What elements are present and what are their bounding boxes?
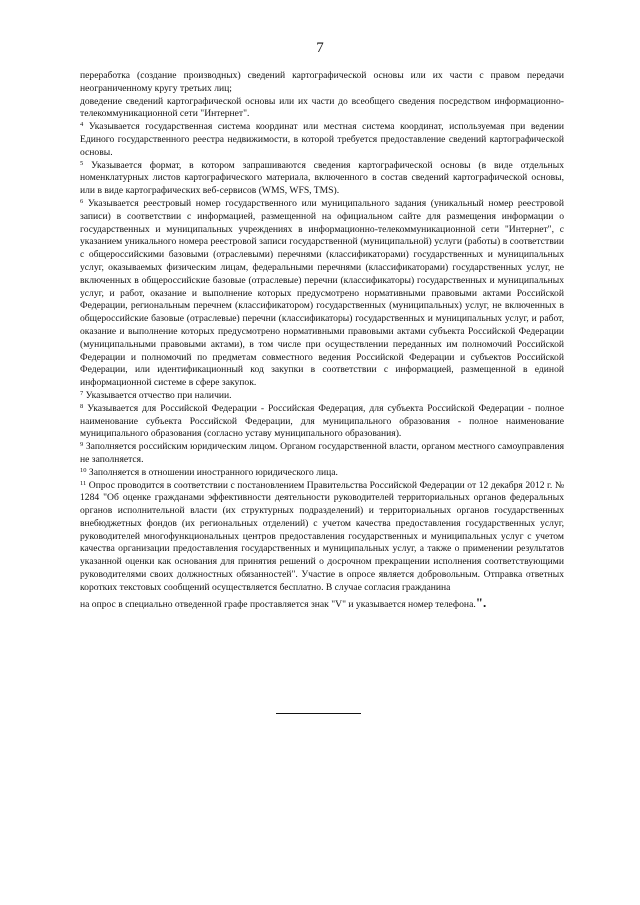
closing-mark: ". — [475, 594, 487, 610]
footnote-8 — [80, 403, 564, 441]
footnote-5-text: Указывается формат, в котором запрашиваются сведения картографической основы (в виде отдельных номенклатурных листов картографического материала, включенного в состав сведений картографической основы, или в виде картографических веб-сервисов (WMS, WFS, TMS). — [80, 159, 564, 197]
end-separator-line — [276, 713, 361, 714]
footnote-10-text: Заполняется в отношении иностранного юридического лица. — [88, 466, 338, 478]
intro-paragraph-1: переработка (создание производных) сведений картографической основы или их части с правом передачи неограниченному кругу третьих лиц; — [80, 70, 564, 94]
footnote-6-text: Указывается реестровый номер государственного или муниципального задания (уникальный номер реестровой записи) в соответствии с информацией, размещенной на официальном сайте для размещения информации о государственных и муниципальных учреждениях в информационно-телекоммуникационной сети "Интернет", с указанием уникального номера реестровой записи государственной (муниципальной) услуги (работы) в соответствии с общероссийскими базовыми (отраслевыми) перечнями (классификаторами) государственных и муниципальных услуг, оказываемых физическим лицам, федеральными перечнями (классификаторами) государственных услуг, не включенных в общероссийские базовые (отраслевые) перечни (классификаторы) государственных и муниципальных услуг, и работ, оказание и выполнение которых предусмотрено нормативными правовыми актами Российской Федерации, региональным перечнем (классификатором) государственных (муниципальных) услуг, не включенных в общероссийские базовые (отраслевые) перечни (классификаторы) государственных и муниципальных услуг, и работ, оказание и выполнение которых предусмотрено нормативными правовыми актами субъекта Российской Федерации (муниципальными правовыми актами), в том числе при осуществлении переданных им полномочий Российской Федерации и полномочий по предметам совместного ведения Российской Федерации и субъектов Российской Федерации, или идентификационный код закупки в соответствии с информацией, размещенной в единой информационной системе в сфере закупок. — [80, 197, 564, 389]
footnote-4-number: 4 — [80, 121, 84, 129]
footnote-11-number: 11 — [80, 479, 87, 487]
footnote-11-final-line — [80, 595, 564, 613]
footnote-8-number: 8 — [80, 402, 84, 410]
footnote-6 — [80, 198, 564, 390]
footnote-4-text: Указывается государственная система координат или местная система координат, используемая при ведении Единого государственного реестра недвижимости, в которой требуется предоставление сведений картографической основы. — [80, 121, 564, 158]
footnote-10-number: 10 — [80, 466, 87, 474]
footnote-6-number: 6 — [80, 197, 84, 205]
intro-paragraph-2: доведение сведений картографической основы или их части до всеобщего сведения посредством информационно-телекоммуникационной сети "Интернет". — [80, 95, 564, 120]
footnote-7-number: 7 — [80, 389, 84, 397]
footnote-8-text: Указывается для Российской Федерации - Российская Федерация, для субъекта Российской Федерации - полное наименование субъекта Российской Федерации, для муниципального образования - полное наименование муниципального образования (согласно уставу муниципального образования). — [80, 402, 564, 440]
footnote-4 — [80, 121, 564, 159]
footnote-9 — [80, 441, 564, 467]
footnote-11-text: Опрос проводится в соответствии с постановлением Правительства Российской Федерации от 12 декабря 2012 г. № 1284 "Об оценке гражданами эффективности деятельности руководителей территориальных органов федеральных органов исполнительной власти (их структурных подразделений) и территориальных органов государственных внебюджетных фондов (их региональных отделений) с учетом качества предоставления государственных услуг, руководителей многофункциональных центров предоставления государственных и муниципальных услуг с учетом качества организации предоставления государственных и муниципальных услуг, а также о применении результатов указанной оценки как основания для принятия решений о досрочном прекращении исполнения соответствующими руководителями своих должностных обязанностей". Участие в опросе является добровольным. Отправка ответных коротких текстовых сообщений осуществляется бесплатно. В случае согласия гражданина — [80, 479, 564, 593]
footnote-5-number: 5 — [80, 159, 84, 167]
document-body — [80, 70, 564, 613]
final-line-text: на опрос в специально отведенной графе проставляется знак "V" и указывается номер телефона. — [80, 598, 476, 610]
page-number: 7 — [316, 40, 324, 56]
footnote-11 — [80, 480, 564, 595]
footnote-5 — [80, 160, 564, 198]
footnote-7-text: Указывается отчество при наличии. — [85, 389, 232, 401]
footnote-7 — [80, 390, 564, 403]
footnote-10 — [80, 467, 564, 480]
footnote-9-number: 9 — [80, 441, 84, 449]
footnote-9-text: Заполняется российским юридическим лицом. Органом государственной власти, органом местного самоуправления не заполняется. — [80, 441, 565, 465]
